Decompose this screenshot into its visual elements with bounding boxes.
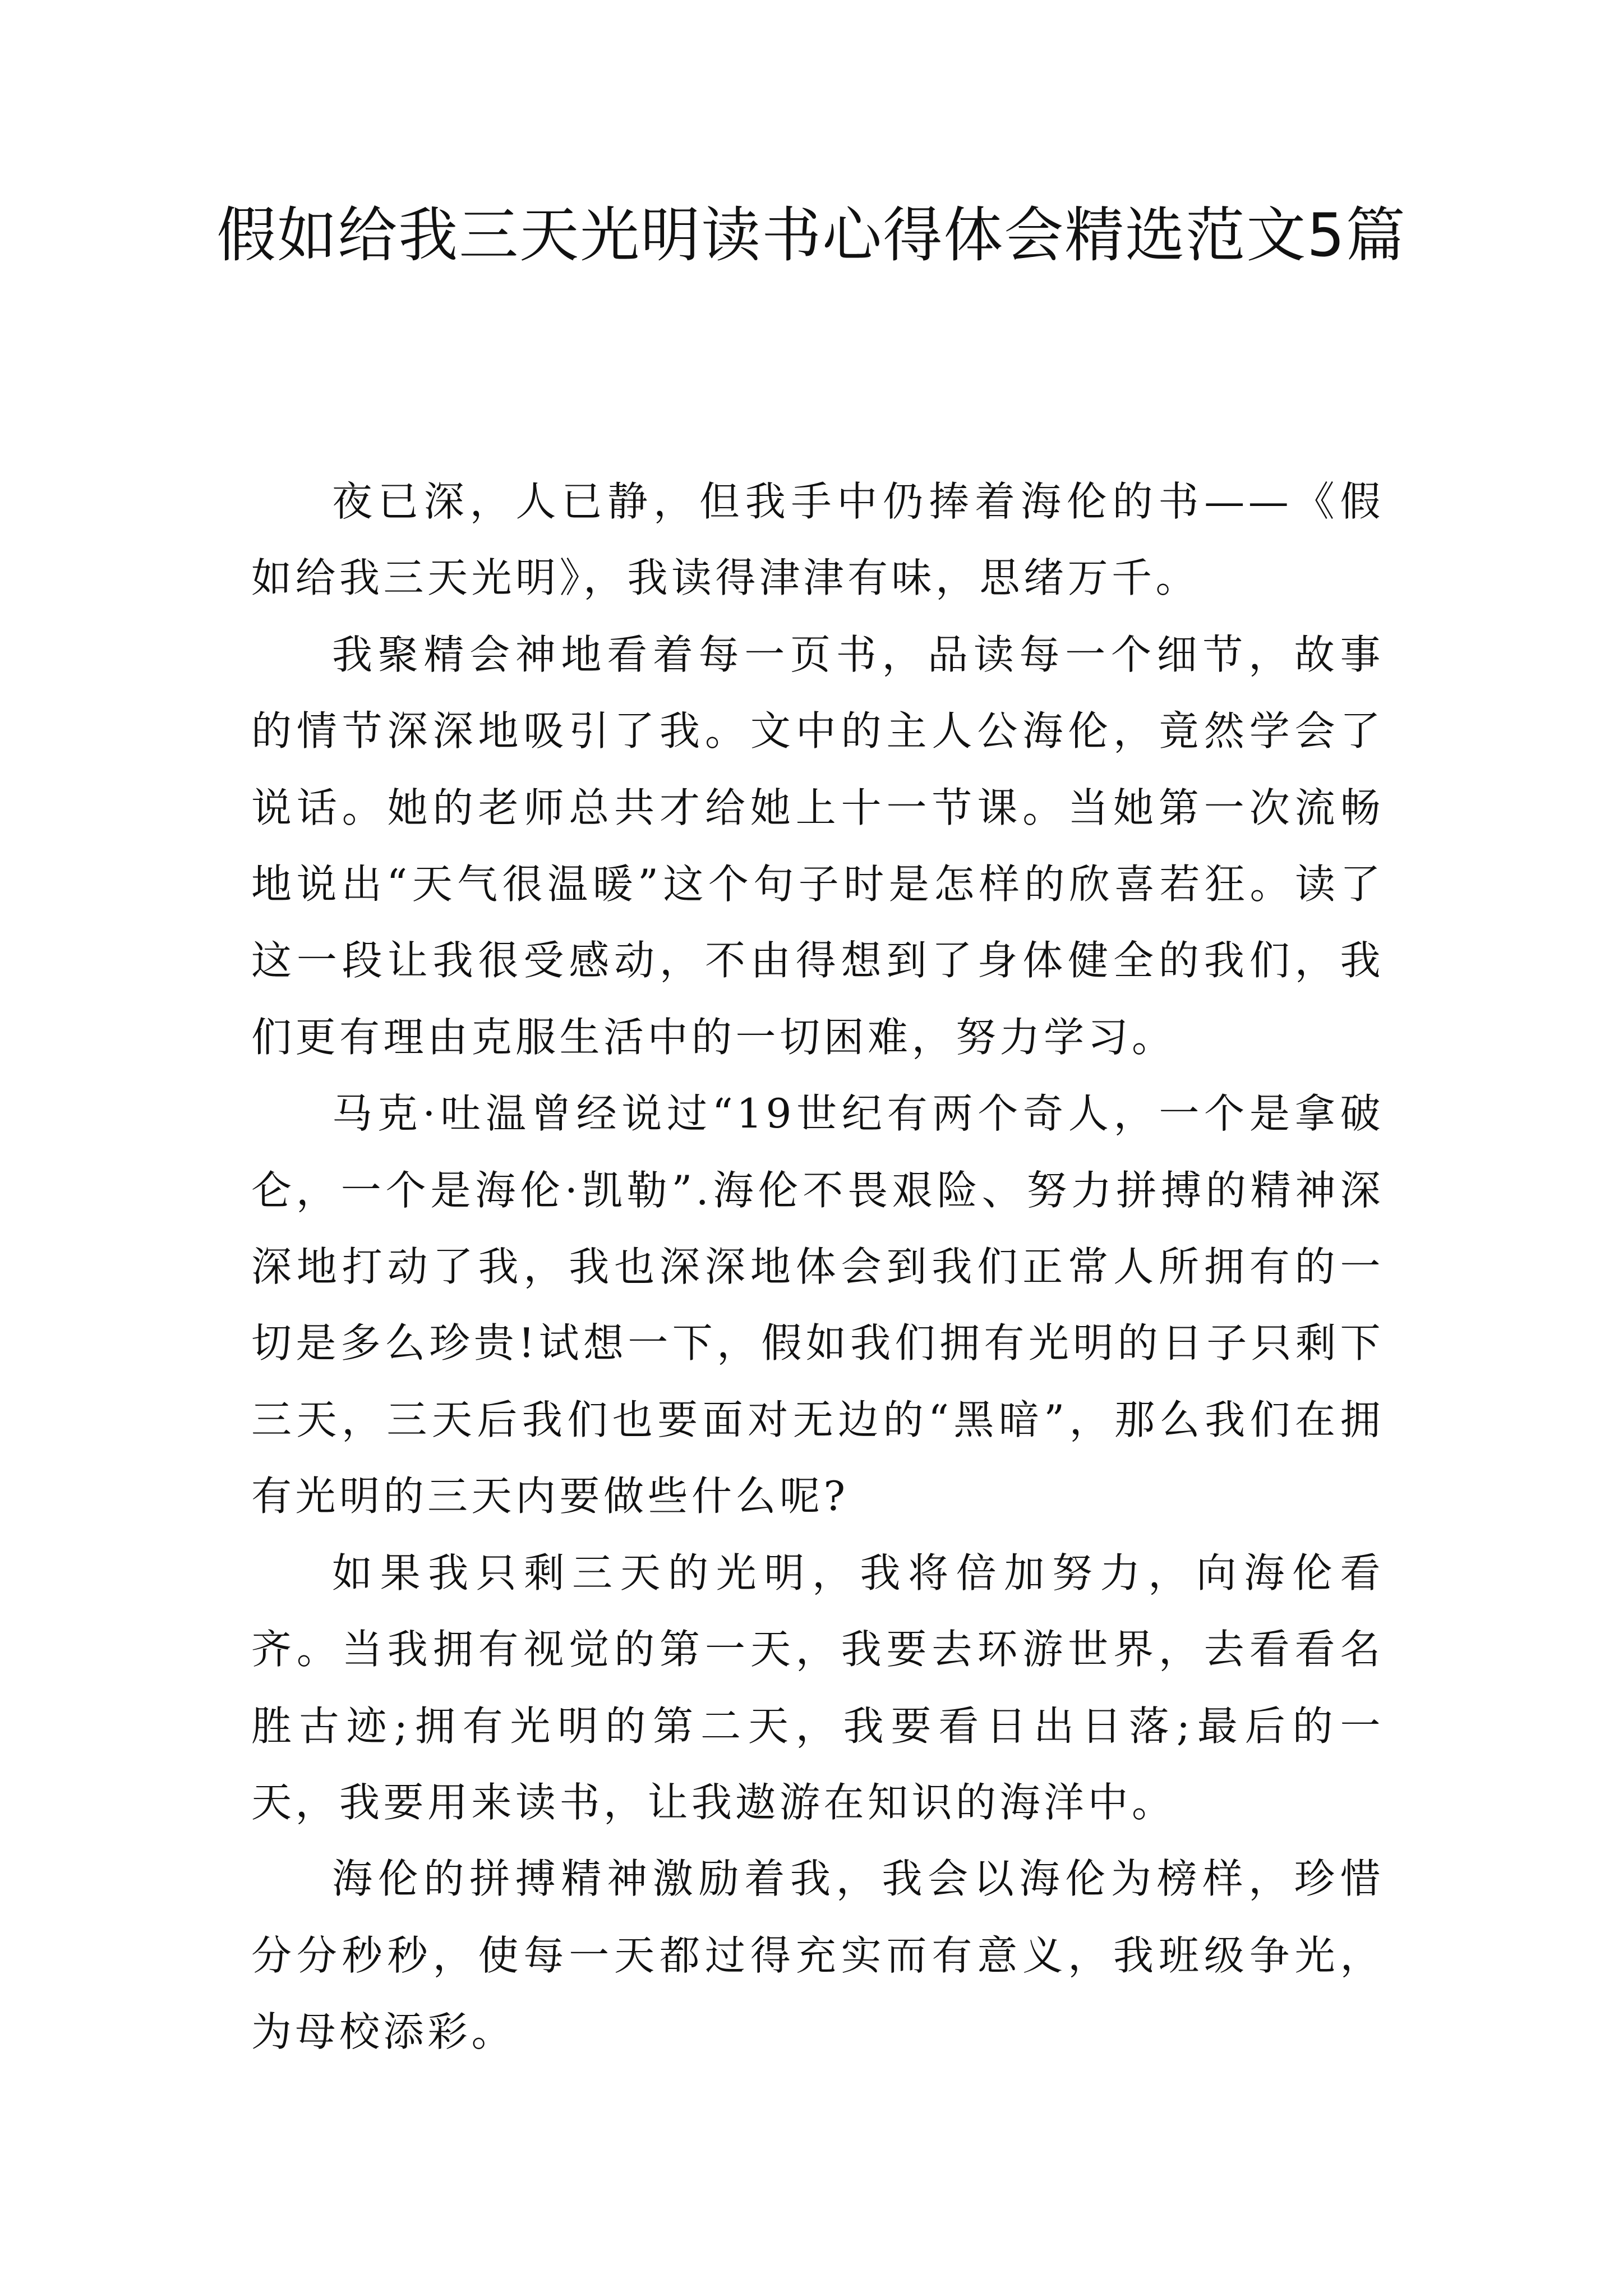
document-title: 假如给我三天光明读书心得体会精选范文5篇 (216, 201, 1407, 270)
paragraph-4: 如果我只剩三天的光明，我将倍加努力，向海伦看齐。当我拥有视觉的第一天，我要去环游世界，去看看名胜古迹;拥有光明的第二天，我要看日出日落;最后的一天，我要用来读书，让我遨游在知识的海洋中。 (251, 1549, 1384, 1826)
paragraph-2: 我聚精会神地看着每一页书，品读每一个细节，故事的情节深深地吸引了我。文中的主人公海伦，竟然学会了说话。她的老师总共才给她上十一节课。当她第一次流畅地说出“天气很温暖”这个句子时是怎样的欣喜若狂。读了这一段让我很受感动，不由得想到了身体健全的我们，我们更有理由克服生活中的一切困难，努力学习。 (251, 631, 1384, 1061)
paragraph-3: 马克·吐温曾经说过“19世纪有两个奇人，一个是拿破仑，一个是海伦·凯勒”.海伦不畏艰险、努力拼搏的精神深深地打动了我，我也深深地体会到我们正常人所拥有的一切是多么珍贵!试想一下，假如我们拥有光明的日子只剩下三天，三天后我们也要面对无边的“黑暗”，那么我们在拥有光明的三天内要做些什么呢? (251, 1090, 1384, 1520)
paragraph-5: 海伦的拼搏精神激励着我，我会以海伦为榜样，珍惜分分秒秒，使每一天都过得充实而有意义，我班级争光，为母校添彩。 (251, 1855, 1384, 2056)
paragraph-1: 夜已深，人已静，但我手中仍捧着海伦的书——《假如给我三天光明》，我读得津津有味，思绪万千。 (251, 478, 1384, 602)
document-body (251, 463, 1384, 2070)
